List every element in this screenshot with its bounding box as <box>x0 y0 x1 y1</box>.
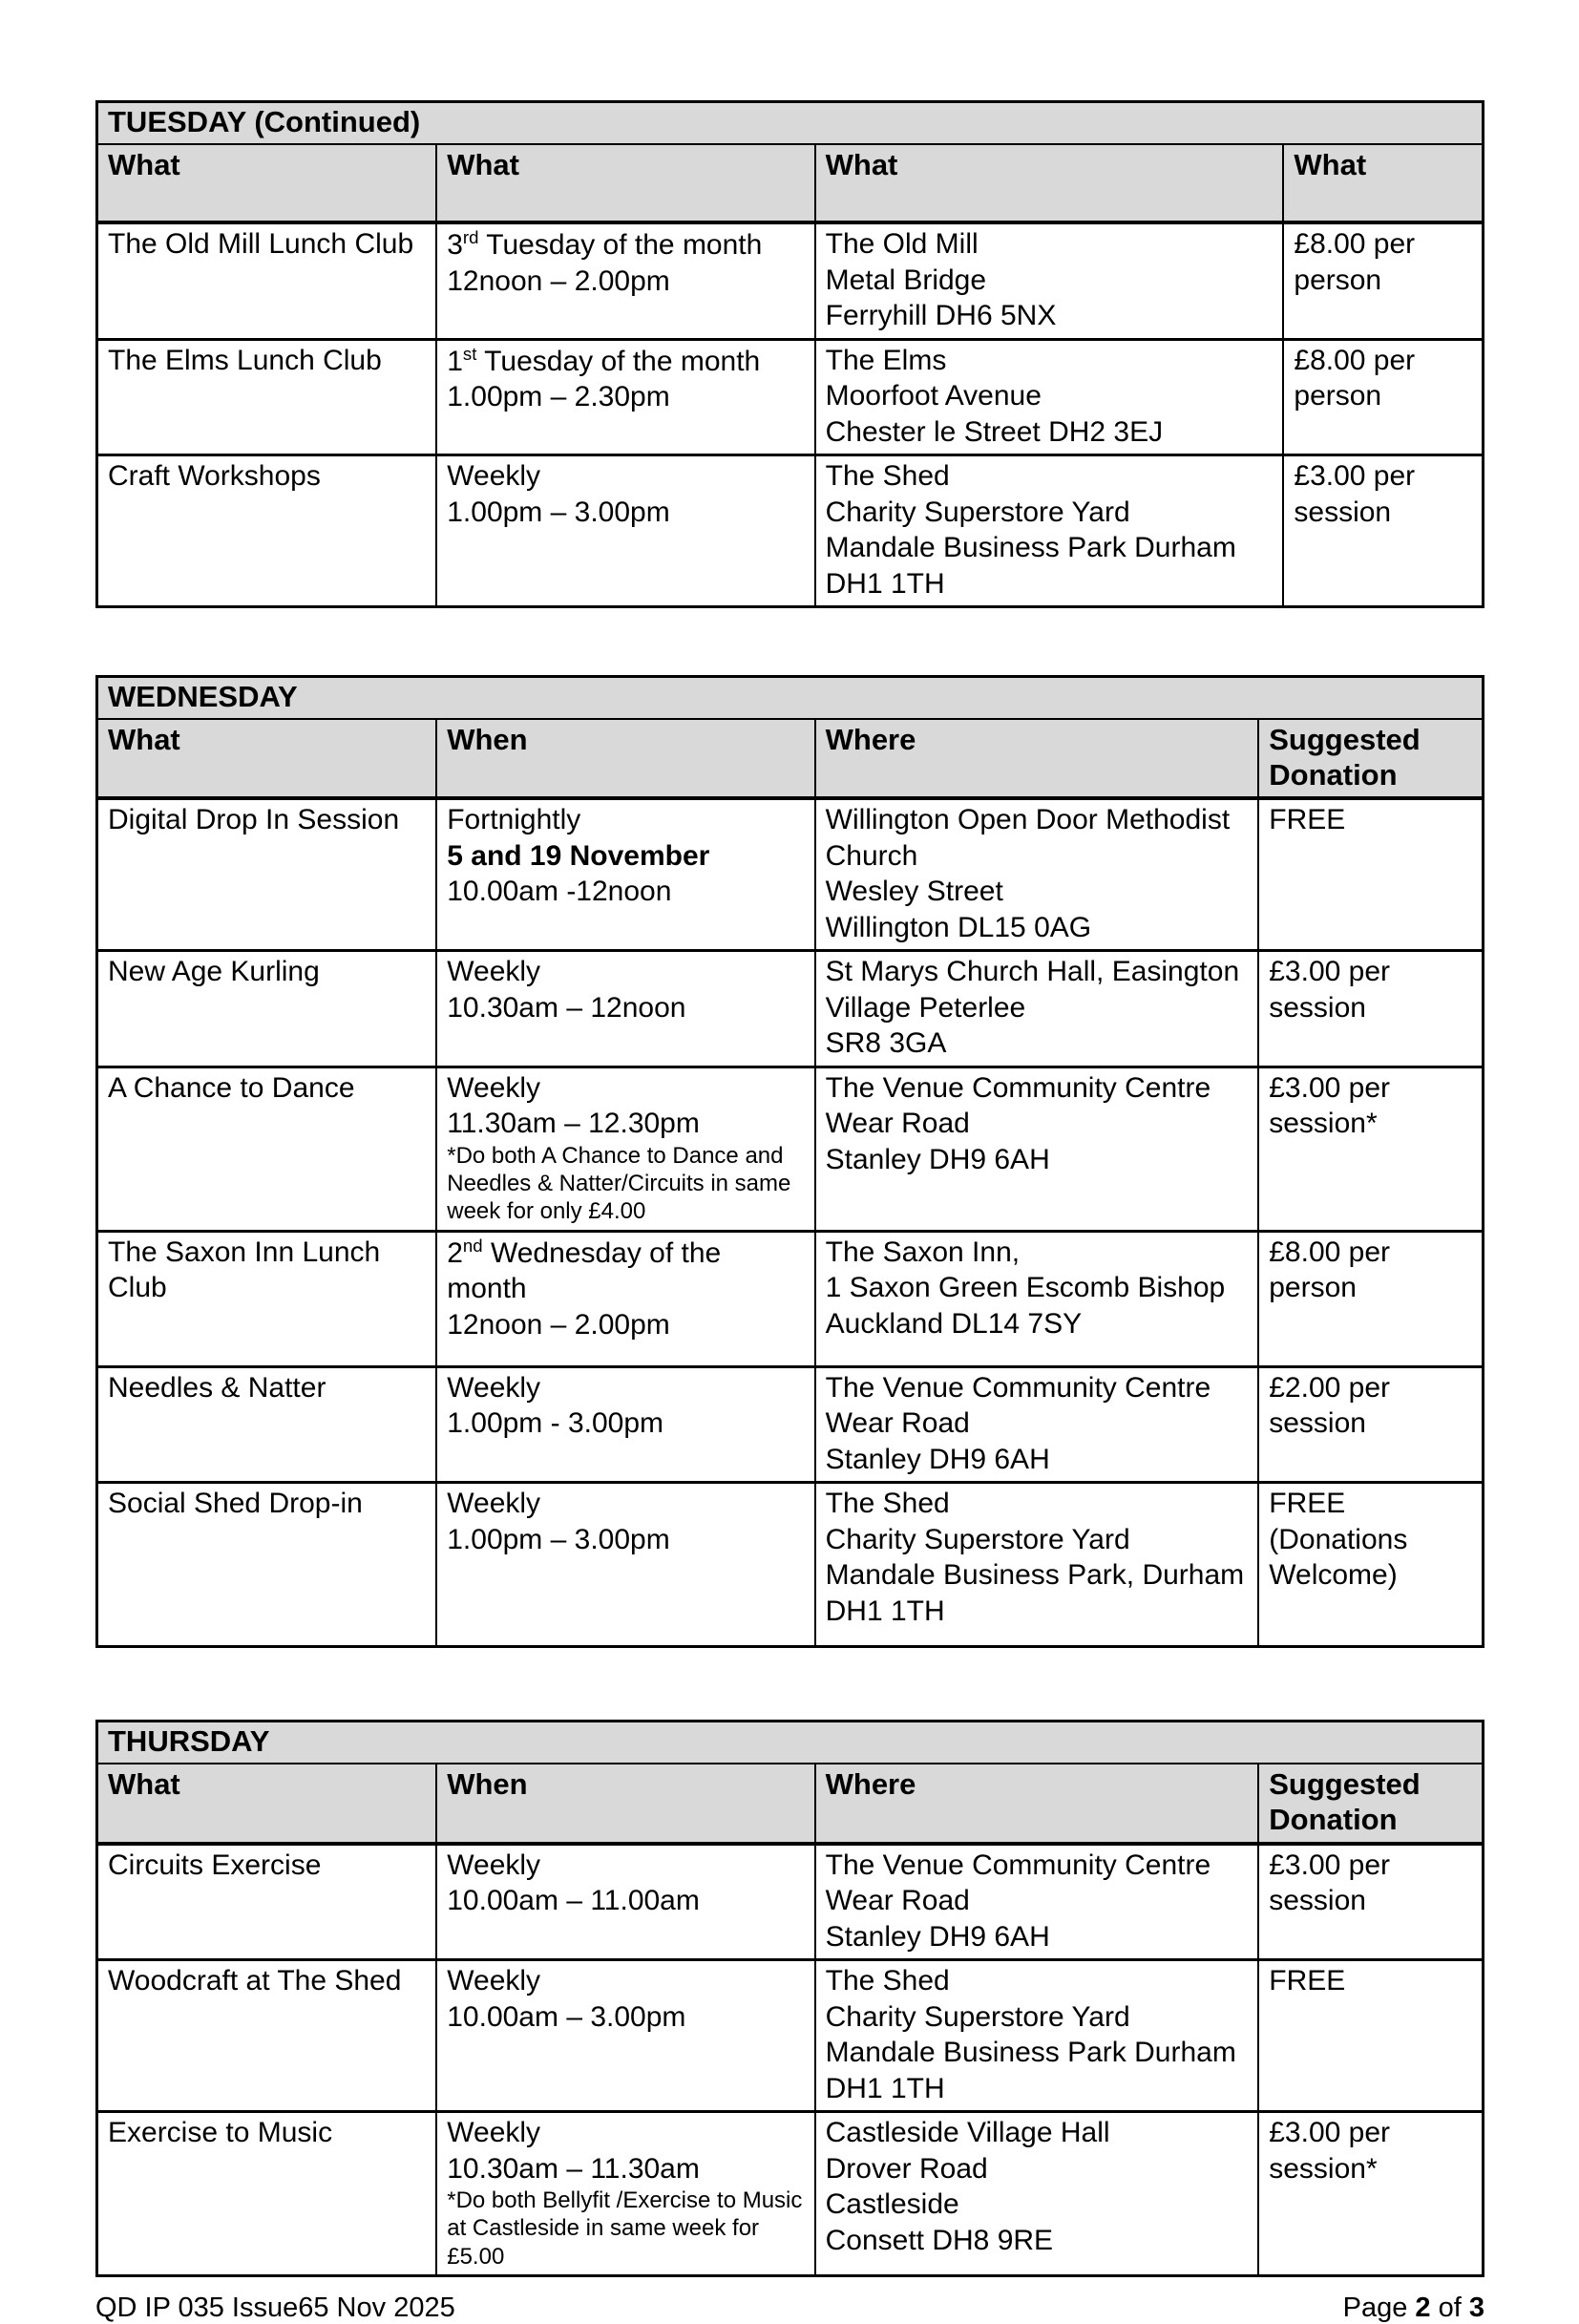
activity-cell <box>97 222 437 339</box>
tuesday-rows <box>97 222 1484 607</box>
page-footer <box>95 2292 1484 2324</box>
when-line: Weekly <box>447 2117 541 2149</box>
donation-amount: FREE <box>1269 1965 1346 1997</box>
donation-cell <box>1258 1231 1483 1366</box>
address-line: Charity Superstore Yard <box>825 2000 1130 2033</box>
column-header: What <box>815 144 1284 222</box>
where-cell <box>815 1960 1259 2112</box>
donation-amount: FREE (Donations Welcome) <box>1269 1488 1408 1592</box>
address-line: Stanley DH9 6AH <box>825 1443 1050 1475</box>
column-header-row <box>97 1764 1484 1843</box>
where-cell <box>815 1231 1259 1366</box>
when-line: 1.00pm – 2.30pm <box>447 381 670 412</box>
donation-cell <box>1258 2112 1483 2276</box>
when-line: Weekly <box>447 1371 541 1404</box>
when-cell <box>436 1844 814 1960</box>
column-header: Suggested Donation <box>1258 1764 1483 1843</box>
address-line: The Venue Community Centre <box>825 1371 1211 1404</box>
address-line: Consett DH8 9RE <box>825 2224 1054 2256</box>
tuesday-table <box>95 100 1484 608</box>
when-line: 3rd Tuesday of the month <box>447 227 763 261</box>
when-line: Weekly <box>447 956 541 988</box>
where-cell <box>815 339 1284 455</box>
donation-amount: £3.00 per session <box>1269 956 1391 1024</box>
donation-cell <box>1258 1483 1483 1647</box>
activity-cell <box>97 951 437 1067</box>
donation-cell <box>1283 339 1483 455</box>
address-line: Wear Road <box>825 1108 970 1140</box>
when-line: Fortnightly <box>447 804 581 836</box>
address-line: The Saxon Inn, <box>825 1236 1021 1268</box>
day-title-row <box>97 677 1484 720</box>
donation-amount: £3.00 per session* <box>1269 1071 1391 1140</box>
wednesday-rows <box>97 798 1484 1646</box>
activity-name: The Saxon Inn Lunch Club <box>108 1236 381 1304</box>
when-line: Weekly <box>447 1488 541 1520</box>
when-line: 12noon – 2.00pm <box>447 264 670 297</box>
column-header: Where <box>815 1764 1259 1843</box>
activity-name: New Age Kurling <box>108 956 320 988</box>
when-cell <box>436 1366 814 1483</box>
address-line: The Shed <box>825 460 950 492</box>
when-line: 10.30am – 12noon <box>447 991 686 1024</box>
table-row <box>97 222 1484 339</box>
where-cell <box>815 222 1284 339</box>
where-cell <box>815 1067 1259 1231</box>
activity-cell <box>97 1231 437 1366</box>
when-line: 10.00am – 11.00am <box>447 1885 700 1917</box>
address-line: Moorfoot Avenue <box>825 380 1042 412</box>
activity-name: Circuits Exercise <box>108 1849 322 1881</box>
activity-cell <box>97 2112 437 2276</box>
column-header: What <box>1283 144 1483 222</box>
address-line: Ferryhill DH6 5NX <box>825 300 1057 331</box>
column-header: What <box>97 144 437 222</box>
when-cell <box>436 1067 814 1231</box>
activity-cell <box>97 339 437 455</box>
donation-cell <box>1258 1960 1483 2112</box>
column-header: Suggested Donation <box>1258 719 1483 798</box>
when-line: Weekly <box>447 1071 541 1104</box>
when-line: *Do both Bellyfit /Exercise to Music at Castleside in same week for £5.00 <box>447 2187 803 2270</box>
when-cell <box>436 1483 814 1647</box>
footer-of-label: of <box>1438 2292 1462 2323</box>
column-header: When <box>436 719 814 798</box>
activity-name: Social Shed Drop-in <box>108 1488 363 1520</box>
activity-name: Exercise to Music <box>108 2117 333 2149</box>
where-cell <box>815 951 1259 1067</box>
where-cell <box>815 798 1259 951</box>
when-line: 1st Tuesday of the month <box>447 343 761 377</box>
donation-amount: £8.00 per person <box>1269 1236 1391 1304</box>
address-line: Stanley DH9 6AH <box>825 1920 1050 1953</box>
address-line: DH1 1TH <box>825 567 945 600</box>
day-title-row <box>97 1722 1484 1764</box>
when-cell <box>436 2112 814 2276</box>
address-line: Mandale Business Park Durham <box>825 2037 1236 2069</box>
when-line: 1.00pm - 3.00pm <box>447 1407 664 1440</box>
table-row <box>97 455 1484 607</box>
table-row <box>97 798 1484 951</box>
day-title: TUESDAY (Continued) <box>97 102 1484 145</box>
activity-cell <box>97 798 437 951</box>
address-line: The Venue Community Centre <box>825 1071 1211 1104</box>
activity-name: Digital Drop In Session <box>108 804 400 836</box>
when-cell <box>436 455 814 607</box>
address-line: Chester le Street DH2 3EJ <box>825 415 1164 448</box>
address-line: The Shed <box>825 1965 950 1997</box>
address-line: Metal Bridge <box>825 264 987 296</box>
when-cell <box>436 798 814 951</box>
where-cell <box>815 1366 1259 1483</box>
activity-cell <box>97 1366 437 1483</box>
address-line: St Marys Church Hall, Easington Village Peterlee <box>825 956 1240 1024</box>
donation-cell <box>1283 455 1483 607</box>
activity-cell <box>97 455 437 607</box>
when-line: 11.30am – 12.30pm <box>447 1108 700 1140</box>
when-cell <box>436 1231 814 1366</box>
donation-cell <box>1258 1067 1483 1231</box>
footer-total-pages: 3 <box>1468 2292 1484 2323</box>
address-line: Wesley Street <box>825 876 1003 908</box>
column-header-row <box>97 719 1484 798</box>
where-cell <box>815 455 1284 607</box>
table-row <box>97 1067 1484 1231</box>
address-line: Wear Road <box>825 1885 970 1917</box>
when-line: Weekly <box>447 1849 541 1881</box>
when-line: 10.00am -12noon <box>447 876 672 908</box>
address-line: Castleside Village Hall <box>825 2117 1110 2149</box>
day-title: WEDNESDAY <box>97 677 1484 720</box>
activity-name: Needles & Natter <box>108 1371 326 1404</box>
table-row <box>97 339 1484 455</box>
address-line: SR8 3GA <box>825 1027 947 1060</box>
where-cell <box>815 1483 1259 1647</box>
column-header-row <box>97 144 1484 222</box>
donation-amount: £8.00 per person <box>1294 344 1416 412</box>
when-cell <box>436 951 814 1067</box>
donation-cell <box>1258 1366 1483 1483</box>
address-line: Auckland DL14 7SY <box>825 1307 1083 1340</box>
thursday-rows <box>97 1844 1484 2276</box>
when-cell <box>436 339 814 455</box>
column-header: What <box>97 719 437 798</box>
address-line: Willington Open Door Methodist Church <box>825 804 1231 872</box>
activity-name: The Old Mill Lunch Club <box>108 228 414 260</box>
address-line: The Shed <box>825 1488 950 1520</box>
address-line: Mandale Business Park Durham <box>825 532 1236 563</box>
table-row <box>97 2112 1484 2276</box>
address-line: Stanley DH9 6AH <box>825 1143 1050 1175</box>
when-line: 1.00pm – 3.00pm <box>447 496 670 528</box>
address-line: Mandale Business Park, Durham <box>825 1559 1245 1592</box>
address-line: 1 Saxon Green Escomb Bishop <box>825 1272 1226 1304</box>
when-line: 10.00am – 3.00pm <box>447 2000 686 2033</box>
footer-page-indicator <box>1343 2292 1484 2324</box>
table-row <box>97 1231 1484 1366</box>
when-line: 1.00pm – 3.00pm <box>447 1523 670 1555</box>
donation-cell <box>1258 1844 1483 1960</box>
column-header: Where <box>815 719 1259 798</box>
donation-amount: £3.00 per session <box>1294 460 1416 528</box>
ordinal-suffix: st <box>462 343 477 364</box>
column-header: What <box>436 144 814 222</box>
donation-cell <box>1258 951 1483 1067</box>
when-cell <box>436 222 814 339</box>
address-line: The Old Mill <box>825 228 979 260</box>
when-line: Weekly <box>447 460 541 492</box>
activity-cell <box>97 1960 437 2112</box>
activity-name: The Elms Lunch Club <box>108 344 382 376</box>
footer-page-label: Page <box>1342 2292 1408 2323</box>
column-header: What <box>97 1764 437 1843</box>
when-cell <box>436 1960 814 2112</box>
where-cell <box>815 1844 1259 1960</box>
ordinal-suffix: nd <box>462 1235 483 1256</box>
footer-document-reference: QD IP 035 Issue65 Nov 2025 <box>95 2292 455 2323</box>
address-line: Wear Road <box>825 1407 970 1440</box>
when-line: 2nd Wednesday of the month <box>447 1235 722 1305</box>
address-line: Willington DL15 0AG <box>825 911 1092 943</box>
activity-cell <box>97 1844 437 1960</box>
table-row <box>97 951 1484 1067</box>
activity-name: Woodcraft at The Shed <box>108 1965 402 1997</box>
activity-cell <box>97 1067 437 1231</box>
donation-amount: £2.00 per session <box>1269 1371 1391 1440</box>
thursday-table <box>95 1720 1484 2277</box>
address-line: Charity Superstore Yard <box>825 496 1130 528</box>
wednesday-table <box>95 675 1484 1648</box>
footer-page-number: 2 <box>1415 2292 1431 2323</box>
address-line: The Elms <box>825 344 947 376</box>
column-header: When <box>436 1764 814 1843</box>
activity-name: A Chance to Dance <box>108 1071 355 1104</box>
ordinal-suffix: rd <box>462 227 479 247</box>
when-line: 12noon – 2.00pm <box>447 1308 670 1341</box>
when-line: Weekly <box>447 1965 541 1997</box>
when-line: 5 and 19 November <box>447 839 710 872</box>
donation-amount: FREE <box>1269 804 1346 836</box>
when-line: 10.30am – 11.30am <box>447 2152 700 2185</box>
table-row <box>97 1960 1484 2112</box>
address-line: Drover Road <box>825 2152 988 2185</box>
day-title-row <box>97 102 1484 145</box>
donation-cell <box>1283 222 1483 339</box>
table-row <box>97 1483 1484 1647</box>
day-title: THURSDAY <box>97 1722 1484 1764</box>
donation-amount: £3.00 per session* <box>1269 2117 1391 2185</box>
address-line: DH1 1TH <box>825 2072 945 2104</box>
where-cell <box>815 2112 1259 2276</box>
table-row <box>97 1366 1484 1483</box>
address-line: The Venue Community Centre <box>825 1849 1211 1881</box>
when-line: *Do both A Chance to Dance and Needles & Natter/Circuits in same week for only £4.00 <box>447 1142 791 1225</box>
donation-amount: £8.00 per person <box>1294 228 1416 296</box>
address-line: DH1 1TH <box>825 1595 945 1627</box>
address-line: Castleside <box>825 2188 959 2221</box>
document-page <box>95 100 1484 2324</box>
activity-cell <box>97 1483 437 1647</box>
donation-amount: £3.00 per session <box>1269 1849 1391 1917</box>
activity-name: Craft Workshops <box>108 460 321 492</box>
donation-cell <box>1258 798 1483 951</box>
address-line: Charity Superstore Yard <box>825 1523 1130 1555</box>
table-row <box>97 1844 1484 1960</box>
